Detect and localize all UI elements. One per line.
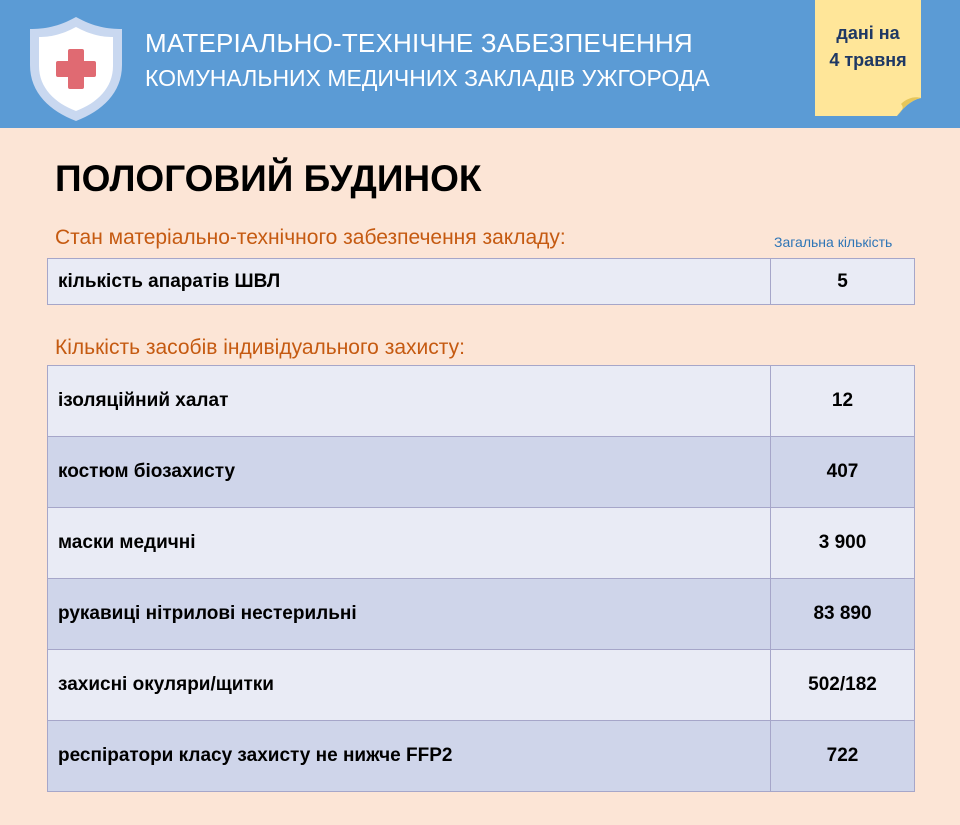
row-label: рукавиці нітрилові нестерильні [48, 579, 771, 650]
row-label: кількість апаратів ШВЛ [48, 259, 771, 305]
table-row [48, 650, 915, 721]
sticky-note-line2: 4 травня [829, 50, 907, 70]
row-label: захисні окуляри/щитки [48, 650, 771, 721]
ppe-table [47, 365, 915, 792]
column-note-total: Загальна кількість [774, 234, 893, 250]
sticky-note-line1: дані на [836, 23, 900, 43]
table-row [48, 579, 915, 650]
row-value: 722 [771, 721, 915, 792]
shield-medical-cross-icon [26, 13, 126, 123]
row-label: маски медичні [48, 508, 771, 579]
row-label: респіратори класу захисту не нижче FFP2 [48, 721, 771, 792]
row-value: 3 900 [771, 508, 915, 579]
row-value: 407 [771, 437, 915, 508]
table-row [48, 721, 915, 792]
row-value: 83 890 [771, 579, 915, 650]
table-row [48, 508, 915, 579]
row-label: костюм біозахисту [48, 437, 771, 508]
equipment-section-label: Стан матеріально-технічного забезпечення закладу: [55, 226, 566, 249]
table-row [48, 437, 915, 508]
sticky-note-text [815, 20, 921, 74]
ppe-section-label: Кількість засобів індивідуального захисту: [55, 336, 465, 359]
row-value: 5 [771, 259, 915, 305]
header-subtitle: КОМУНАЛЬНИХ МЕДИЧНИХ ЗАКЛАДІВ УЖГОРОДА [145, 65, 710, 91]
header-title: МАТЕРІАЛЬНО-ТЕХНІЧНЕ ЗАБЕЗПЕЧЕННЯ [145, 28, 693, 58]
page-title: ПОЛОГОВИЙ БУДИНОК [55, 158, 482, 199]
row-value: 502/182 [771, 650, 915, 721]
equipment-table [47, 258, 915, 305]
row-label: ізоляційний халат [48, 366, 771, 437]
table-row [48, 259, 915, 305]
row-value: 12 [771, 366, 915, 437]
table-row [48, 366, 915, 437]
